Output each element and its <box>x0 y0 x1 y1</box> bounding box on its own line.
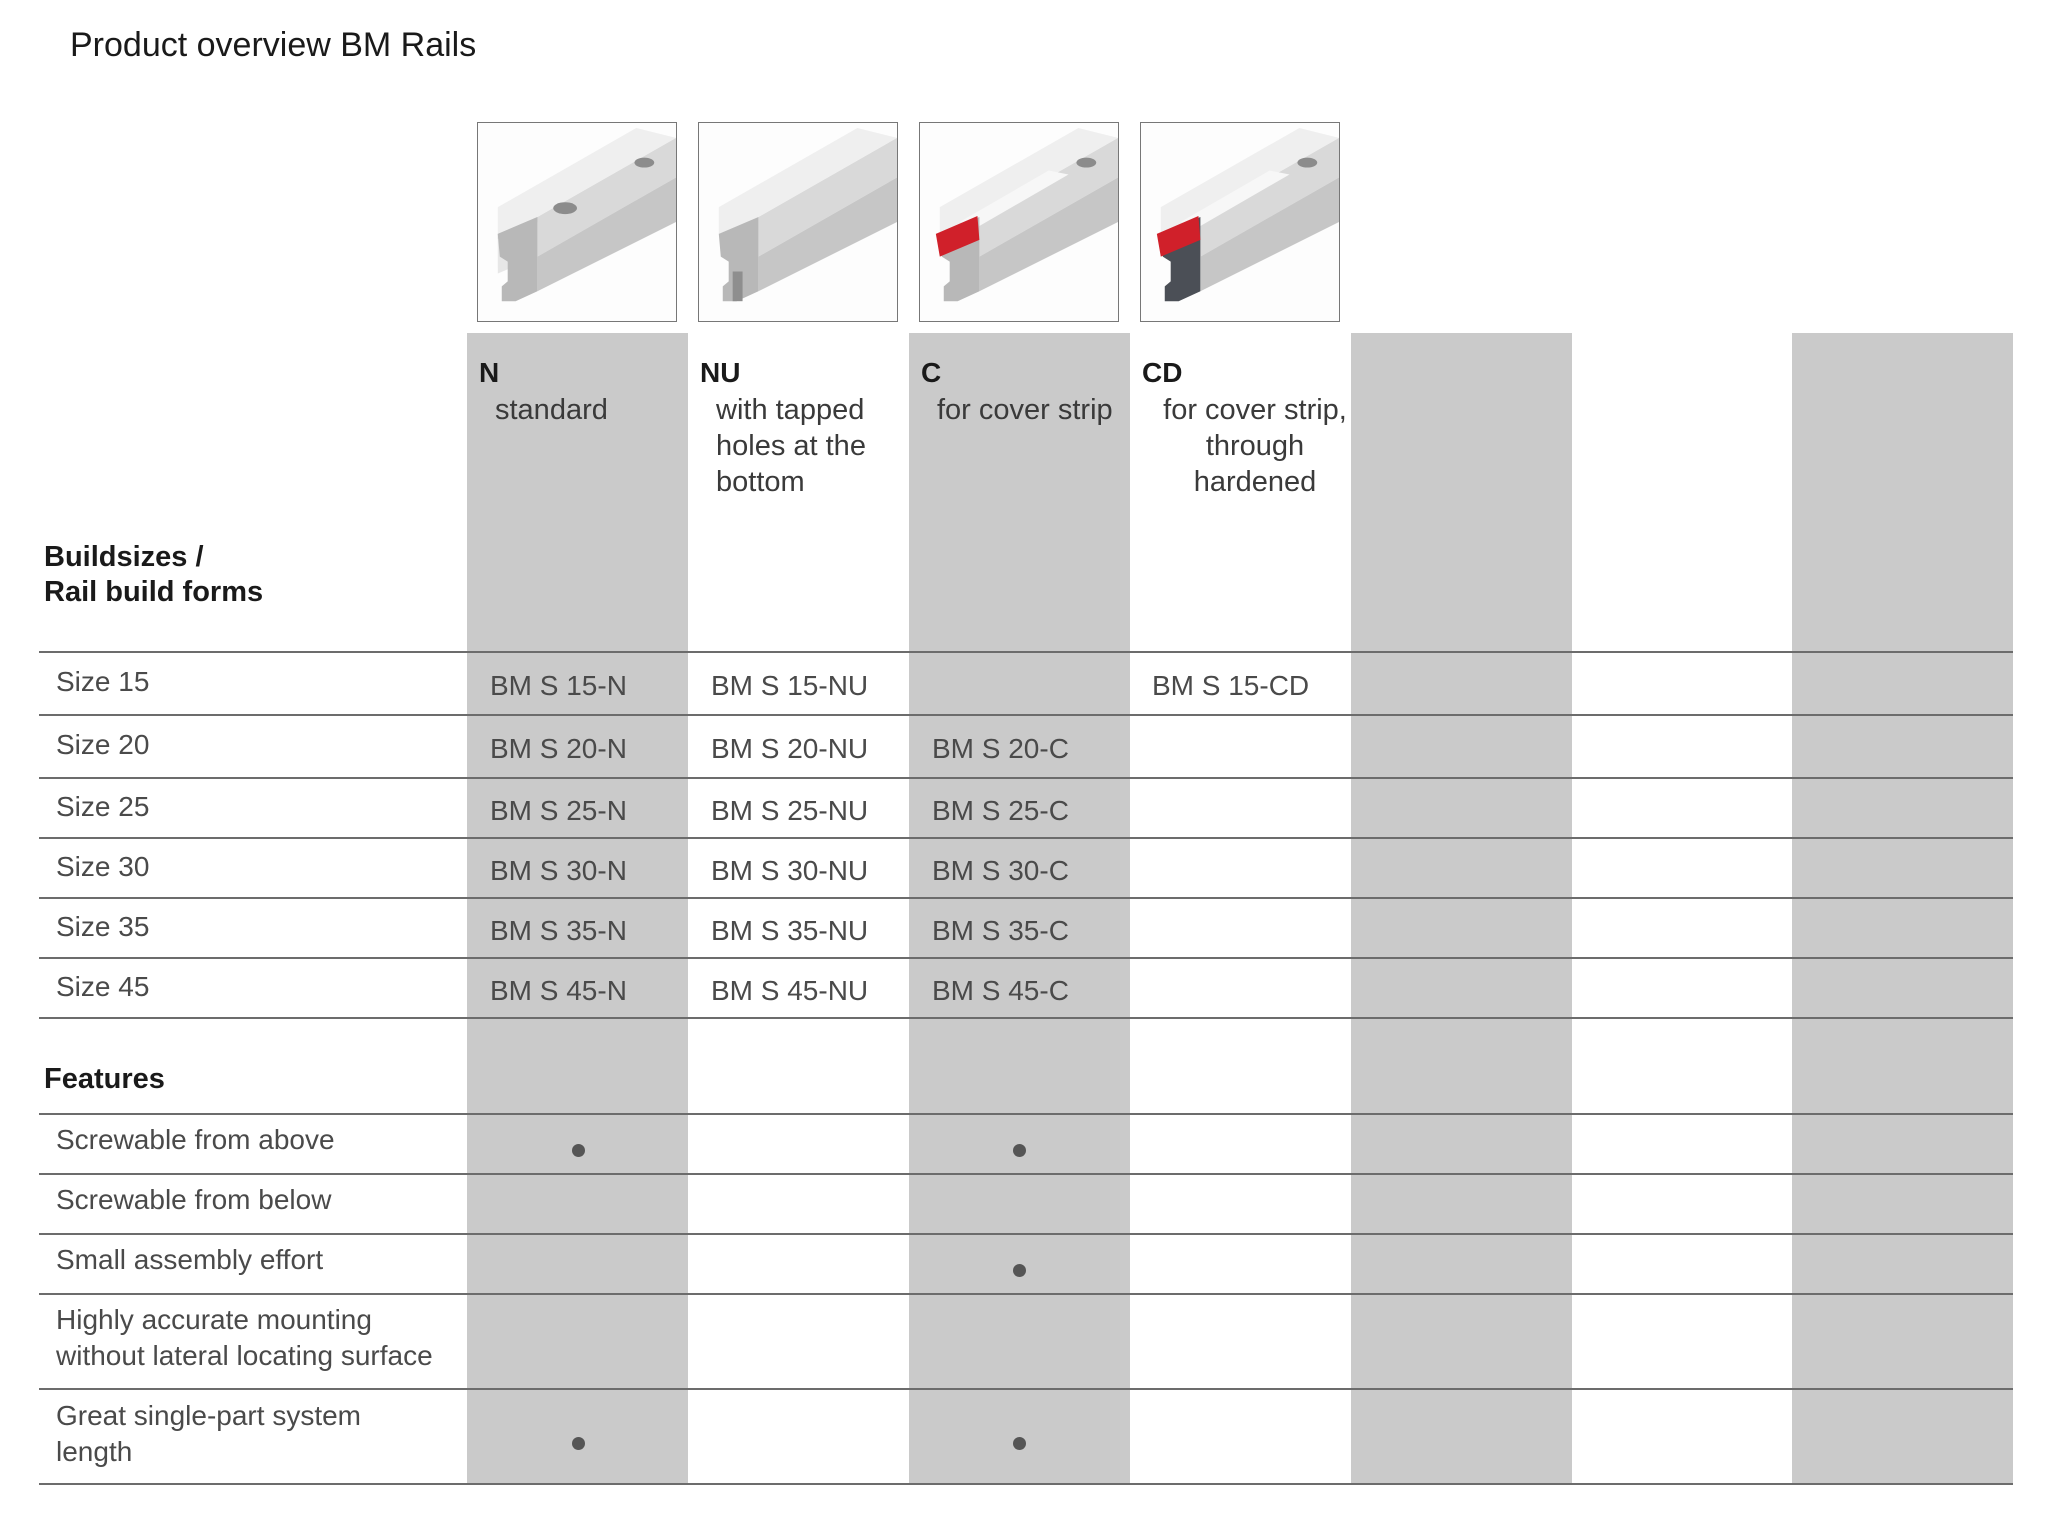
rail-cd-icon <box>1140 122 1340 322</box>
size-label: Size 20 <box>56 729 150 760</box>
column-desc-cd: for cover strip, through hardened <box>1163 394 1347 498</box>
table-rule <box>39 1113 2013 1115</box>
table-cell: BM S 15-CD <box>1152 670 1310 701</box>
feature-dot <box>572 1437 585 1450</box>
column-band-c <box>909 333 1130 1485</box>
table-rule <box>39 1388 2013 1390</box>
table-cell: BM S 20-C <box>932 733 1069 764</box>
column-band-empty-1 <box>1351 333 1572 1485</box>
column-code-n: N <box>479 357 500 388</box>
table-cell: BM S 45-N <box>490 975 627 1006</box>
size-label: Size 30 <box>56 851 150 882</box>
table-cell: BM S 30-NU <box>711 855 869 886</box>
table-rule <box>39 957 2013 959</box>
table-cell: BM S 35-C <box>932 915 1069 946</box>
table-rule <box>39 1233 2013 1235</box>
table-rule <box>39 897 2013 899</box>
table-cell: BM S 45-C <box>932 975 1069 1006</box>
table-rule <box>39 1293 2013 1295</box>
rail-n-icon <box>477 122 677 322</box>
size-label: Size 25 <box>56 791 150 822</box>
column-code-cd: CD <box>1142 357 1183 388</box>
feature-label: Great single-part system length <box>56 1400 361 1467</box>
page-title: Product overview BM Rails <box>70 26 477 64</box>
table-cell: BM S 20-N <box>490 733 627 764</box>
table-cell: BM S 20-NU <box>711 733 869 764</box>
table-cell: BM S 30-C <box>932 855 1069 886</box>
feature-dot <box>572 1144 585 1157</box>
feature-label: Screwable from below <box>56 1184 332 1215</box>
column-code-nu: NU <box>700 357 741 388</box>
feature-dot <box>1013 1144 1026 1157</box>
column-desc-n: standard <box>495 394 608 426</box>
table-cell: BM S 15-N <box>490 670 627 701</box>
size-label: Size 45 <box>56 971 150 1002</box>
feature-label: Screwable from above <box>56 1124 335 1155</box>
table-cell: BM S 45-NU <box>711 975 869 1006</box>
buildsizes-heading: Buildsizes / Rail build forms <box>44 541 264 608</box>
table-rule <box>39 714 2013 716</box>
features-heading: Features <box>44 1063 165 1095</box>
table-rule <box>39 1173 2013 1175</box>
rail-nu-icon <box>698 122 898 322</box>
column-band-empty-2 <box>1792 333 2013 1485</box>
feature-label: Small assembly effort <box>56 1244 324 1275</box>
feature-dot <box>1013 1437 1026 1450</box>
table-rule <box>39 837 2013 839</box>
table-rule <box>39 777 2013 779</box>
table-cell: BM S 25-C <box>932 795 1069 826</box>
column-band-n <box>467 333 688 1485</box>
table-rule <box>39 1017 2013 1019</box>
size-label: Size 15 <box>56 666 150 697</box>
table-cell: BM S 30-N <box>490 855 627 886</box>
table-cell: BM S 25-NU <box>711 795 869 826</box>
column-desc-c: for cover strip <box>937 394 1113 426</box>
rail-c-icon <box>919 122 1119 322</box>
table-cell: BM S 35-N <box>490 915 627 946</box>
table-rule <box>39 1483 2013 1485</box>
column-code-c: C <box>921 357 942 388</box>
size-label: Size 35 <box>56 911 150 942</box>
table-rule <box>39 651 2013 653</box>
table-cell: BM S 15-NU <box>711 670 869 701</box>
feature-dot <box>1013 1264 1026 1277</box>
column-desc-nu: with tapped holes at the bottom <box>716 394 866 498</box>
table-cell: BM S 35-NU <box>711 915 869 946</box>
table-cell: BM S 25-N <box>490 795 627 826</box>
feature-label: Highly accurate mounting without lateral locating surface <box>56 1304 433 1371</box>
